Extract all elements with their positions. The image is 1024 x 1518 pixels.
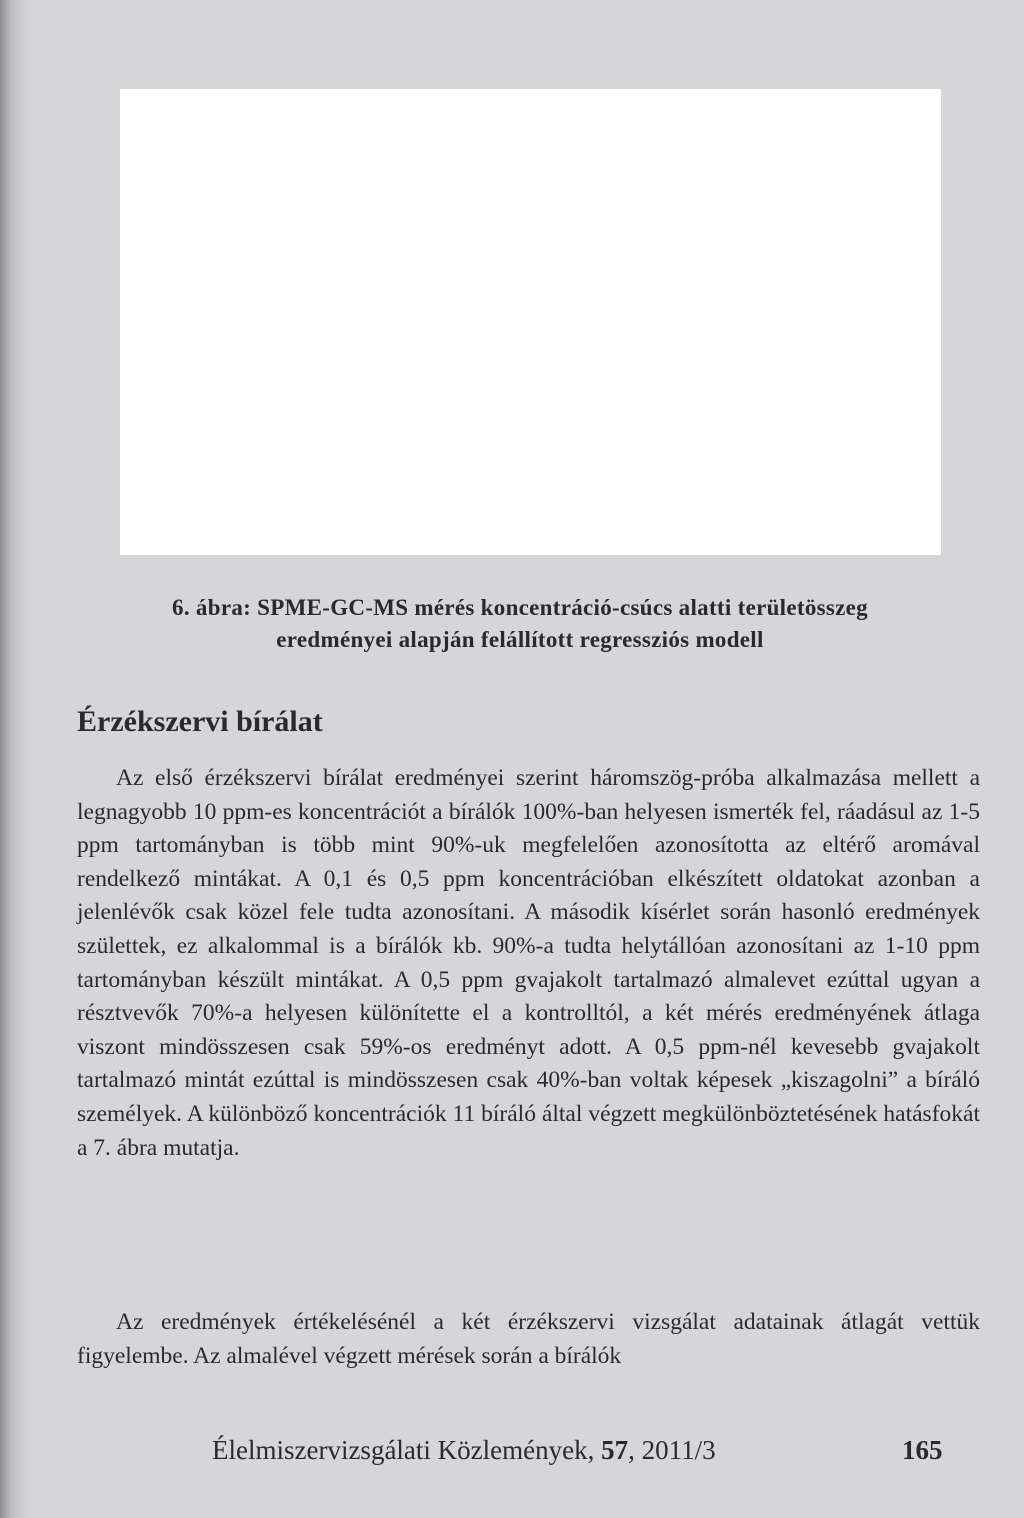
- journal-name: Élelmiszervizsgálati Közlemények,: [212, 1435, 602, 1465]
- figure-caption: [80, 592, 960, 656]
- figure-caption-line-1: 6. ábra: SPME-GC-MS mérés koncentráció-csúcs alatti területösszeg: [172, 595, 868, 620]
- figure-caption-line-2: eredményei alapján felállított regressziós modell: [276, 627, 764, 652]
- binding-gutter: [0, 0, 34, 1518]
- page-number: 165: [902, 1435, 943, 1465]
- journal-footer: [212, 1432, 716, 1468]
- journal-issue: , 2011/3: [628, 1435, 716, 1465]
- section-heading: Érzékszervi bírálat: [77, 705, 323, 738]
- figure-image: [120, 89, 941, 555]
- journal-volume: 57: [601, 1435, 629, 1465]
- document-page: [34, 0, 1024, 1518]
- body-paragraph-1: Az első érzékszervi bírálat eredményei szerint háromszög-próba alkalmazása mellett a legnagyobb 10 ppm-es koncentrációt a bírálók 100%-ban helyesen ismerték fel, ráadásul az 1-5 ppm tartományban is több mint 90%-uk megfelelően azonosította az eltérő aromával rendelkező mintákat. A 0,1 és 0,5 ppm koncentrációban elkészített oldatokat azonban a jelenlévők csak közel fele tudta azonosítani. A második kísérlet során hasonló eredmények születtek, ez alkalommal is a bírálók kb. 90%-a tudta helytállóan azonosítani az 1-10 ppm tartományban készült mintákat. A 0,5 ppm gvajakolt tartalmazó almalevet ezúttal ugyan a résztvevők 70%-a helyesen különítette el a kontrolltól, a két mérés eredményének átlaga viszont mindösszesen csak 59%-os eredményt adott. A 0,5 ppm-nél kevesebb gvajakolt tartalmazó mintát ezúttal is mindösszesen csak 40%-ban voltak képesek „kiszagolni” a bíráló személyek. A különböző koncentrációk 11 bíráló által végzett megkülönböztetésének hatásfokát a 7. ábra mutatja.: [77, 765, 980, 1161]
- body-paragraph-2: Az eredmények értékelésénél a két érzékszervi vizsgálat adatainak átlagát vettük figyelembe. Az almalével végzett mérések során a bírálók: [77, 1309, 980, 1369]
